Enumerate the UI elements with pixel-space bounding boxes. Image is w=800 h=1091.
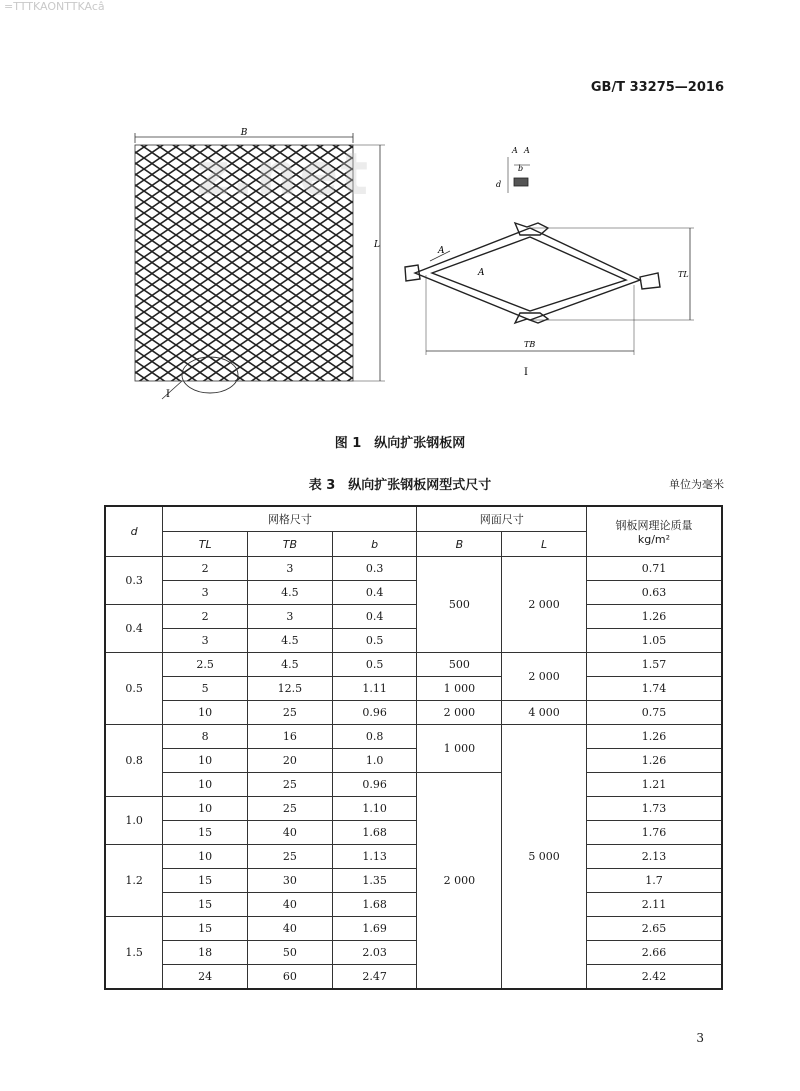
header-L: L	[502, 532, 587, 557]
table-cell: 40	[248, 821, 333, 845]
cell-d: 1.2	[105, 845, 163, 917]
table-cell: 2.66	[586, 941, 722, 965]
table-cell: 0.3	[332, 557, 417, 581]
cell-L: 2 000	[502, 653, 587, 701]
svg-text:A: A	[524, 146, 530, 155]
table-cell: 15	[163, 869, 248, 893]
table-cell: 3	[248, 605, 333, 629]
table-row	[105, 605, 722, 629]
dim-label-TL: TL	[678, 270, 689, 279]
table-cell: 3	[163, 629, 248, 653]
table-cell: 25	[248, 701, 333, 725]
table-cell: 1.57	[586, 653, 722, 677]
table-cell: 1.35	[332, 869, 417, 893]
center-watermark: z.net	[196, 140, 371, 208]
table-cell: 10	[163, 845, 248, 869]
table-row	[105, 941, 722, 965]
cell-d: 0.5	[105, 653, 163, 725]
table-cell: 1.0	[332, 749, 417, 773]
table-cell: 12.5	[248, 677, 333, 701]
table-row	[105, 893, 722, 917]
cell-d: 0.4	[105, 605, 163, 653]
table-row	[105, 869, 722, 893]
table-row	[105, 677, 722, 701]
table-cell: 60	[248, 965, 333, 990]
standard-number: GB/T 33275—2016	[590, 80, 724, 95]
table-cell: 25	[248, 845, 333, 869]
table-cell: 15	[163, 821, 248, 845]
table-cell: 0.96	[332, 773, 417, 797]
table-cell: 0.96	[332, 701, 417, 725]
table-cell: 8	[163, 725, 248, 749]
table-cell: 5	[163, 677, 248, 701]
unit-note: 单位为毫米	[669, 478, 724, 491]
table-row	[105, 557, 722, 581]
table-cell: 3	[248, 557, 333, 581]
table-row	[105, 773, 722, 797]
table-cell: 1.69	[332, 917, 417, 941]
svg-text:A: A	[512, 146, 518, 155]
table-cell: 0.4	[332, 605, 417, 629]
cell-d: 0.3	[105, 557, 163, 605]
table-cell: 500	[417, 653, 502, 677]
callout-label-I: I	[166, 389, 170, 400]
diamond-detail	[405, 223, 660, 323]
table-row	[105, 917, 722, 941]
table-cell: 15	[163, 893, 248, 917]
table-cell: 2	[163, 557, 248, 581]
top-watermark: =TTTKAONTTKAcâ	[4, 0, 105, 13]
table-cell: 25	[248, 797, 333, 821]
table-cell: 4.5	[248, 629, 333, 653]
cell-d: 1.5	[105, 917, 163, 990]
table-cell: 1.68	[332, 821, 417, 845]
header-mass: 钢板网理论质量 kg/m²	[586, 506, 722, 557]
table-caption: 表 3 纵向扩张钢板网型式尺寸	[308, 478, 492, 493]
section-view	[514, 178, 528, 186]
table-row	[105, 725, 722, 749]
table-cell: 10	[163, 749, 248, 773]
table-cell: 1.68	[332, 893, 417, 917]
table-row	[105, 581, 722, 605]
cell-d: 0.8	[105, 725, 163, 797]
table-cell: 0.71	[586, 557, 722, 581]
table-cell: 4 000	[502, 701, 587, 725]
table-row	[105, 821, 722, 845]
table-row	[105, 653, 722, 677]
table-cell: 30	[248, 869, 333, 893]
table-cell: 2.03	[332, 941, 417, 965]
header-TB: TB	[248, 532, 333, 557]
cell-L: 5 000	[502, 725, 587, 990]
table-row	[105, 965, 722, 990]
table-cell: 1.74	[586, 677, 722, 701]
table-cell: 16	[248, 725, 333, 749]
table-cell: 2 000	[417, 701, 502, 725]
table-cell: 15	[163, 917, 248, 941]
table-row	[105, 749, 722, 773]
table-cell: 1.21	[586, 773, 722, 797]
table-row	[105, 629, 722, 653]
table-cell: 0.5	[332, 629, 417, 653]
table-cell: 1.10	[332, 797, 417, 821]
cell-B: 2 000	[417, 773, 502, 990]
table-cell: 2	[163, 605, 248, 629]
header-mesh: 网格尺寸	[163, 506, 417, 532]
dim-label-TB: TB	[524, 340, 536, 349]
table-cell: 1.05	[586, 629, 722, 653]
table-cell: 50	[248, 941, 333, 965]
table-cell: 1.7	[586, 869, 722, 893]
detail-label-I: I	[524, 367, 528, 378]
dim-label-L: L	[374, 240, 380, 250]
table-cell: 18	[163, 941, 248, 965]
label-b: b	[518, 164, 524, 173]
header-d: d	[105, 506, 163, 557]
table-cell: 2.11	[586, 893, 722, 917]
table-cell: 2.47	[332, 965, 417, 990]
table-cell: 1.76	[586, 821, 722, 845]
header-b: b	[332, 532, 417, 557]
table-cell: 0.4	[332, 581, 417, 605]
table-cell: 2.65	[586, 917, 722, 941]
cell-L: 2 000	[502, 557, 587, 653]
section-A-left: A	[438, 246, 445, 256]
header-TL: TL	[163, 532, 248, 557]
table-cell: 1.73	[586, 797, 722, 821]
table-cell: 2.42	[586, 965, 722, 990]
table-cell: 40	[248, 893, 333, 917]
table-cell: 1.11	[332, 677, 417, 701]
table-cell: 4.5	[248, 581, 333, 605]
table-cell: 40	[248, 917, 333, 941]
table-row	[105, 797, 722, 821]
header-mass-unit: kg/m²	[637, 533, 671, 546]
section-A-mid: A	[478, 268, 485, 278]
figure-caption: 图 1 纵向扩张钢板网	[334, 436, 466, 451]
table-cell: 10	[163, 701, 248, 725]
cell-B: 1 000	[417, 725, 502, 773]
table-cell: 24	[163, 965, 248, 990]
table-row	[105, 845, 722, 869]
table-cell: 2.5	[163, 653, 248, 677]
table-cell: 0.8	[332, 725, 417, 749]
page-number: 3	[696, 1031, 704, 1045]
table-cell: 2.13	[586, 845, 722, 869]
table-cell: 1 000	[417, 677, 502, 701]
table-cell: 25	[248, 773, 333, 797]
table-cell: 1.26	[586, 605, 722, 629]
table-cell: 1.13	[332, 845, 417, 869]
cell-B: 500	[417, 557, 502, 653]
table-cell: 0.75	[586, 701, 722, 725]
table-row	[105, 701, 722, 725]
dimension-table	[104, 505, 723, 990]
table-cell: 10	[163, 797, 248, 821]
table-cell: 1.26	[586, 725, 722, 749]
table-cell: 20	[248, 749, 333, 773]
header-B: B	[417, 532, 502, 557]
table-cell: 4.5	[248, 653, 333, 677]
dim-label-B: B	[240, 128, 248, 138]
table-cell: 3	[163, 581, 248, 605]
table-cell: 0.63	[586, 581, 722, 605]
table-cell: 10	[163, 773, 248, 797]
label-d: d	[496, 180, 502, 189]
table-cell: 1.26	[586, 749, 722, 773]
cell-d: 1.0	[105, 797, 163, 845]
header-sheet: 网面尺寸	[417, 506, 586, 532]
table-cell: 0.5	[332, 653, 417, 677]
